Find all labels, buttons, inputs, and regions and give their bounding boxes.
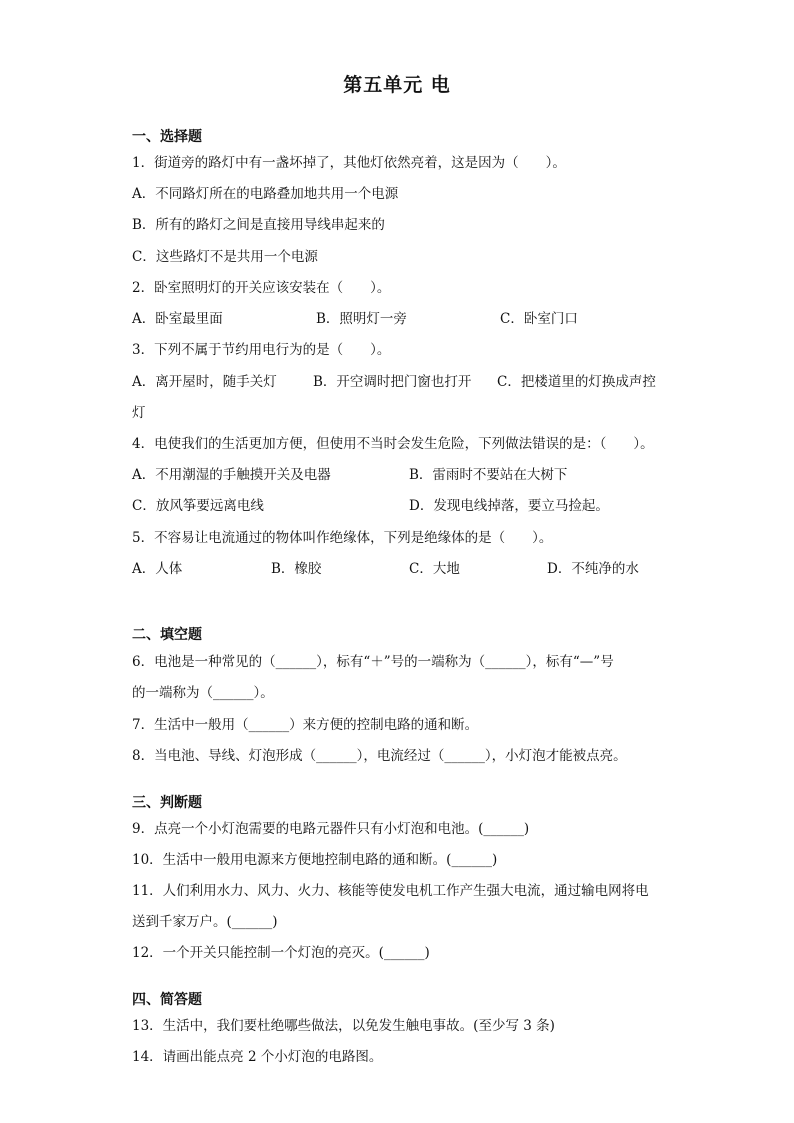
section-heading-short: 四、简答题: [132, 992, 202, 1008]
question-1-option-c: C．这些路灯不是共用一个电源: [132, 249, 318, 265]
question-5-option-c: C．大地: [409, 561, 460, 577]
question-8: 8．当电池、导线、灯泡形成（______），电流经过（______），小灯泡才能被点亮。: [132, 748, 627, 764]
question-1-stem: 1．街道旁的路灯中有一盏坏掉了，其他灯依然亮着，这是因为（ ）。: [132, 155, 566, 171]
question-9: 9．点亮一个小灯泡需要的电路元器件只有小灯泡和电池。(______): [132, 821, 530, 837]
question-14: 14．请画出能点亮 2 个小灯泡的电路图。: [132, 1049, 383, 1065]
question-11-line-2: 送到千家万户。(______): [132, 914, 278, 930]
question-6-line-2: 的一端称为（______）。: [132, 685, 274, 701]
question-3-option-a: A．离开屋时，随手关灯: [132, 374, 277, 390]
question-4-option-a: A．不用潮湿的手触摸开关及电器: [132, 467, 331, 483]
question-1-option-b: B．所有的路灯之间是直接用导线串起来的: [132, 217, 385, 233]
question-4-option-b: B．雷雨时不要站在大树下: [409, 467, 568, 483]
question-3-option-b: B．开空调时把门窗也打开: [313, 374, 472, 390]
question-10: 10．生活中一般用电源来方便地控制电路的通和断。(______): [132, 852, 498, 868]
question-5-option-a: A．人体: [132, 561, 183, 577]
question-11-line-1: 11．人们利用水力、风力、火力、核能等使发电机工作产生强大电流，通过输电网将电: [132, 883, 649, 899]
question-5-option-b: B．橡胶: [271, 561, 322, 577]
question-6-line-1: 6．电池是一种常见的（______），标有“＋”号的一端称为（______），标有“—”号: [132, 654, 614, 670]
question-13: 13．生活中，我们要杜绝哪些做法，以免发生触电事故。(至少写 3 条): [132, 1018, 555, 1034]
question-3-option-c-continued: 灯: [132, 405, 146, 421]
question-1-option-a: A．不同路灯所在的电路叠加地共用一个电源: [132, 186, 399, 202]
question-3-option-c: C．把楼道里的灯换成声控: [497, 374, 656, 390]
question-2-option-a: A．卧室最里面: [132, 311, 223, 327]
question-4-option-d: D．发现电线掉落，要立马捡起。: [409, 498, 609, 514]
section-heading-fill: 二、填空题: [132, 627, 202, 643]
page-title: 第五单元 电: [343, 74, 451, 96]
section-heading-choice: 一、选择题: [132, 129, 202, 145]
question-4-option-c: C．放风筝要远离电线: [132, 498, 264, 514]
question-2-stem: 2．卧室照明灯的开关应该安装在（ ）。: [132, 280, 391, 296]
question-4-stem: 4．电使我们的生活更加方便，但使用不当时会发生危险，下列做法错误的是：（ ）。: [132, 436, 654, 452]
question-7: 7．生活中一般用（______）来方便的控制电路的通和断。: [132, 717, 479, 733]
question-3-stem: 3．下列不属于节约用电行为的是（ ）。: [132, 342, 391, 358]
section-heading-judge: 三、判断题: [132, 795, 202, 811]
question-2-option-b: B．照明灯一旁: [316, 311, 407, 327]
question-5-option-d: D．不纯净的水: [547, 561, 639, 577]
question-2-option-c: C．卧室门口: [500, 311, 578, 327]
question-5-stem: 5．不容易让电流通过的物体叫作绝缘体，下列是绝缘体的是（ ）。: [132, 530, 553, 546]
question-12: 12．一个开关只能控制一个灯泡的亮灭。(______): [132, 945, 430, 961]
